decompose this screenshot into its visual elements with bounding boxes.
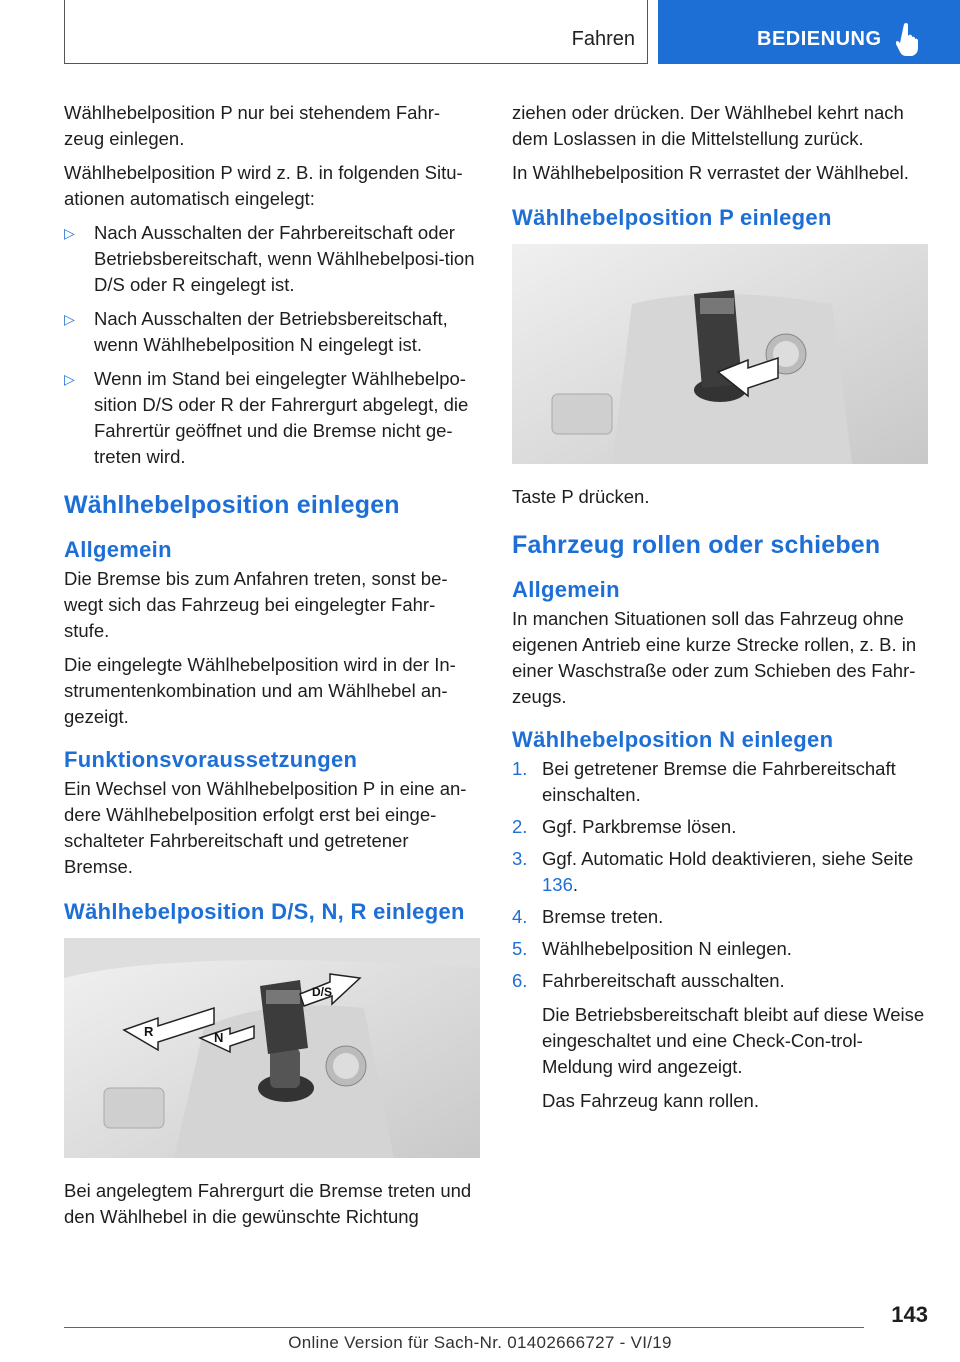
- step-text: Wählhebelposition N einlegen.: [542, 938, 792, 959]
- image-label-ds: D/S: [312, 985, 333, 999]
- subsection-heading: Wählhebelposition N einlegen: [512, 727, 834, 752]
- triangle-bullet-icon: ▷: [64, 225, 75, 241]
- list-item-text: Wenn im Stand bei eingelegter Wählhebelpo‐sition D/S oder R der Fahrergurt abgelegt, die Fahrertür geöffnet und die Bremse nicht ge‐treten wird.: [94, 368, 469, 467]
- subsection-heading: Allgemein: [64, 537, 172, 562]
- numbered-list: [512, 756, 928, 1114]
- step-number: 6.: [512, 970, 528, 991]
- list-item: [512, 756, 928, 808]
- step-number: 4.: [512, 906, 528, 927]
- image-caption: Taste P drücken.: [512, 486, 650, 507]
- step-text: Ggf. Parkbremse lösen.: [542, 816, 737, 837]
- gear-selector-image: [64, 938, 480, 1158]
- header-chapter-label: BEDIENUNG: [757, 28, 882, 50]
- paragraph: Die Bremse bis zum Anfahren treten, sonst be‐wegt sich das Fahrzeug bei eingelegter Fahr‐stufe.: [64, 568, 448, 641]
- header-section-box: [64, 0, 648, 64]
- footer-text: Online Version für Sach-Nr. 01402666727 - VI/19: [288, 1333, 672, 1352]
- list-item: [512, 846, 928, 898]
- list-item: [512, 968, 928, 1114]
- page-number: 143: [891, 1302, 928, 1327]
- subsection-heading: Wählhebelposition D/S, N, R einlegen: [64, 899, 465, 924]
- step-text: Bremse treten.: [542, 906, 664, 927]
- header-section-title: Fahren: [571, 28, 635, 50]
- list-item: [64, 366, 480, 470]
- image-label-r: R: [144, 1024, 154, 1039]
- paragraph: In Wählhebelposition R verrastet der Wählhebel.: [512, 162, 909, 183]
- list-item: [64, 220, 480, 298]
- step-text: Fahrbereitschaft ausschalten.: [542, 970, 785, 991]
- step-number: 5.: [512, 938, 528, 959]
- list-item: [512, 904, 928, 930]
- paragraph: Ein Wechsel von Wählhebelposition P in eine an‐dere Wählhebelposition erfolgt erst bei einge‐schalteter Fahrbereitschaft und getretener Bremse.: [64, 778, 467, 877]
- triangle-bullet-icon: ▷: [64, 371, 75, 387]
- step-note: Das Fahrzeug kann rollen.: [542, 1090, 759, 1111]
- section-heading: Wählhebelposition einlegen: [64, 491, 400, 519]
- list-item-text: Nach Ausschalten der Betriebsbereitschaft, wenn Wählhebelposition N eingelegt ist.: [94, 308, 448, 355]
- step-number: 1.: [512, 758, 528, 779]
- image-label-n: N: [214, 1030, 224, 1045]
- list-item-text: Nach Ausschalten der Fahrbereitschaft oder Betriebsbereitschaft, wenn Wählhebelposi‐tion D/S oder R eingelegt ist.: [94, 222, 475, 295]
- step-text-end: .: [572, 874, 579, 895]
- triangle-bullet-icon: ▷: [64, 311, 75, 327]
- paragraph: Wählhebelposition P wird z. B. in folgenden Situ‐ationen automatisch eingelegt:: [64, 162, 463, 209]
- list-item: [512, 936, 928, 962]
- paragraph: In manchen Situationen soll das Fahrzeug ohne eigenen Antrieb eine kurze Strecke rollen, z. B. in einer Waschstraße oder zum Schieben des Fahr‐zeugs.: [512, 608, 917, 707]
- subsection-heading: Allgemein: [512, 577, 620, 602]
- section-heading: Fahrzeug rollen oder schieben: [512, 531, 881, 559]
- footer-divider: [64, 1327, 864, 1328]
- step-text: Ggf. Automatic Hold deaktivieren, siehe Seite: [542, 848, 914, 869]
- bullet-list: [64, 220, 480, 470]
- list-item: [64, 306, 480, 358]
- step-number: 3.: [512, 848, 528, 869]
- step-text: Bei getretener Bremse die Fahrbereitschaft einschalten.: [542, 758, 896, 805]
- park-button-image: [512, 244, 928, 464]
- step-number: 2.: [512, 816, 528, 837]
- list-item: [512, 814, 928, 840]
- paragraph: Wählhebelposition P nur bei stehendem Fahr‐zeug einlegen.: [64, 102, 441, 149]
- right-column: [512, 100, 928, 1120]
- paragraph: ziehen oder drücken. Der Wählhebel kehrt nach dem Loslassen in die Mittelstellung zurück.: [512, 102, 904, 149]
- image-caption: Bei angelegtem Fahrergurt die Bremse treten und den Wählhebel in die gewünschte Richtung: [64, 1180, 472, 1227]
- hand-pointer-icon: [896, 22, 922, 56]
- paragraph: Die eingelegte Wählhebelposition wird in der In‐strumentenkombination und am Wählhebel an‐gezeigt.: [64, 654, 456, 727]
- left-column: [64, 100, 480, 1238]
- page-reference-link[interactable]: 136: [542, 874, 573, 895]
- subsection-heading: Wählhebelposition P einlegen: [512, 205, 832, 230]
- step-note: Die Betriebsbereitschaft bleibt auf diese Weise eingeschaltet und eine Check-Con‐trol-Meldung wird angezeigt.: [542, 1004, 925, 1077]
- header-chapter-tab: [658, 0, 960, 64]
- subsection-heading: Funktionsvoraussetzungen: [64, 747, 358, 772]
